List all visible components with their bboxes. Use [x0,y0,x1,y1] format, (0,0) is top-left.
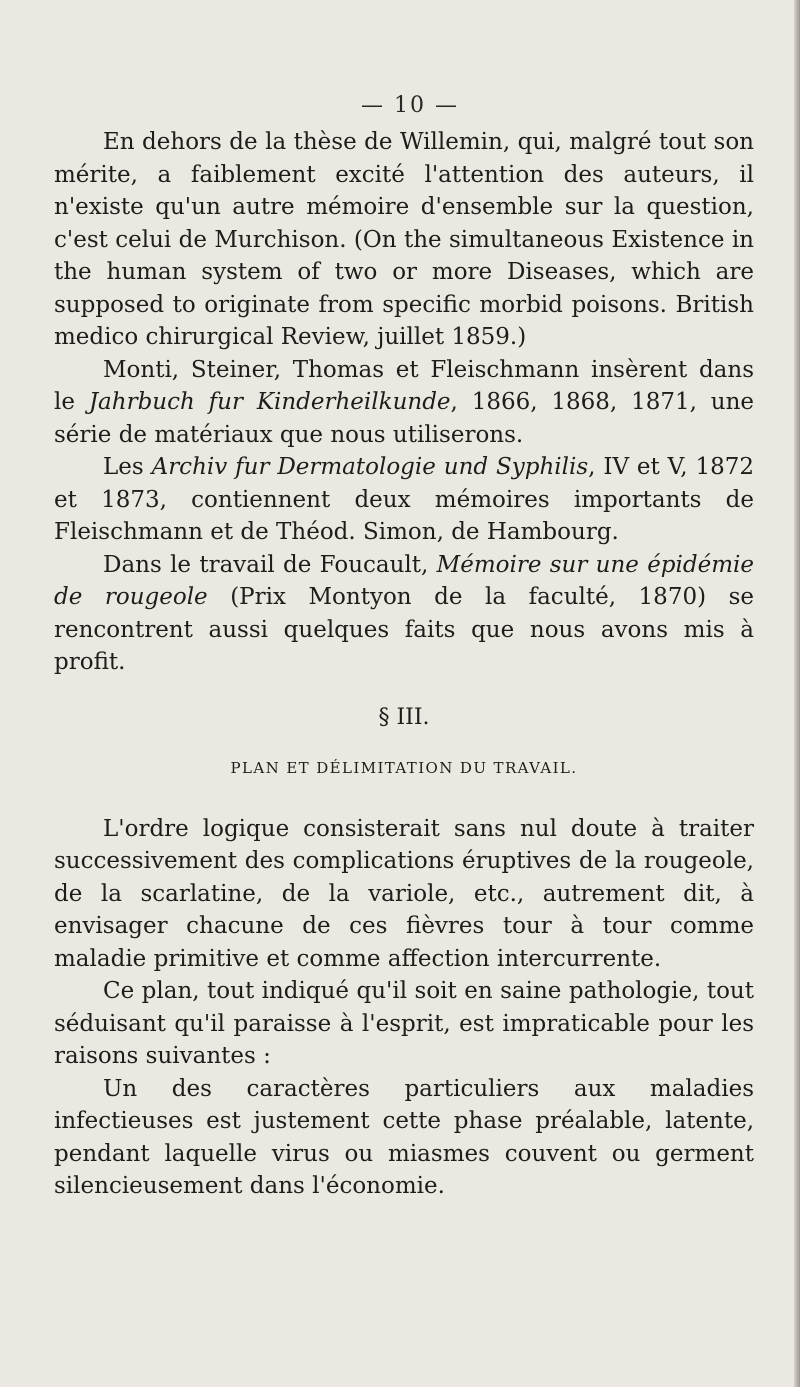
paragraph-foucault-text: Dans le travail de Foucault, [103,551,437,578]
paragraph-plan: Ce plan, tout indiqué qu'il soit en saine pathologie, tout séduisant qu'il paraisse à l'esprit, est impraticable pour les raisons suivantes : [54,978,754,1069]
paragraph-foucault-tail: (Prix Montyon de la faculté, 1870) se rencontrent aussi quelques faits que nous avons mis à profit. [54,584,754,675]
body-text [54,126,754,1203]
paragraph-jahrbuch-text: Monti, Steiner, Thomas et Fleischmann insèrent dans le [54,356,754,415]
paragraph-murchison: En dehors de la thèse de Willemin, qui, malgré tout son mérite, a faiblement excité l'attention des auteurs, il n'existe qu'un autre mémoire d'ensemble sur la question, c'est celui de Murchison. (On the simultaneous Existence in the human system of two or more Diseases, which are supposed to originate from specific morbid poisons. British medico chirurgical Review, juillet 1859.) [54,129,754,350]
archiv-title: Archiv fur Dermatologie und Syphilis [151,454,589,480]
section-heading: PLAN ET DÉLIMITATION DU TRAVAIL. [230,759,578,777]
jahrbuch-title: Jahrbuch fur Kinderheilkunde [88,389,451,415]
paragraph-foucault [54,549,754,679]
section-number: § III. [378,704,430,730]
paragraph-archiv-tail: , IV et V, 1872 et 1873, contiennent deux mémoires importants de Fleischmann et de Théod. Simon, de Hambourg. [54,454,754,545]
page-edge [794,0,800,1387]
page-number: — 10 — [361,93,459,118]
paragraph-jahrbuch [54,354,754,452]
paragraph-archiv-text: Les [103,454,152,480]
paragraph-jahrbuch-tail: , 1866, 1868, 1871, une série de matériaux que nous utiliserons. [54,389,754,448]
foucault-title: Mémoire sur une épidémie de rougeole [54,551,755,610]
paragraph-ordre-logique: L'ordre logique consisterait sans nul doute à traiter successivement des complications éruptives de la rougeole, de la scarlatine, de la variole, etc., autrement dit, à envisager chacune de ces fièvres tour à tour comme maladie primitive et comme affection intercurrente. [54,815,754,972]
paragraph-caracteres: Un des caractères particuliers aux maladies infectieuses est justement cette phase préalable, latente, pendant laquelle virus ou miasmes couvent ou germent silencieusement dans l'économie. [54,1075,754,1199]
paragraph-archiv [54,451,754,549]
